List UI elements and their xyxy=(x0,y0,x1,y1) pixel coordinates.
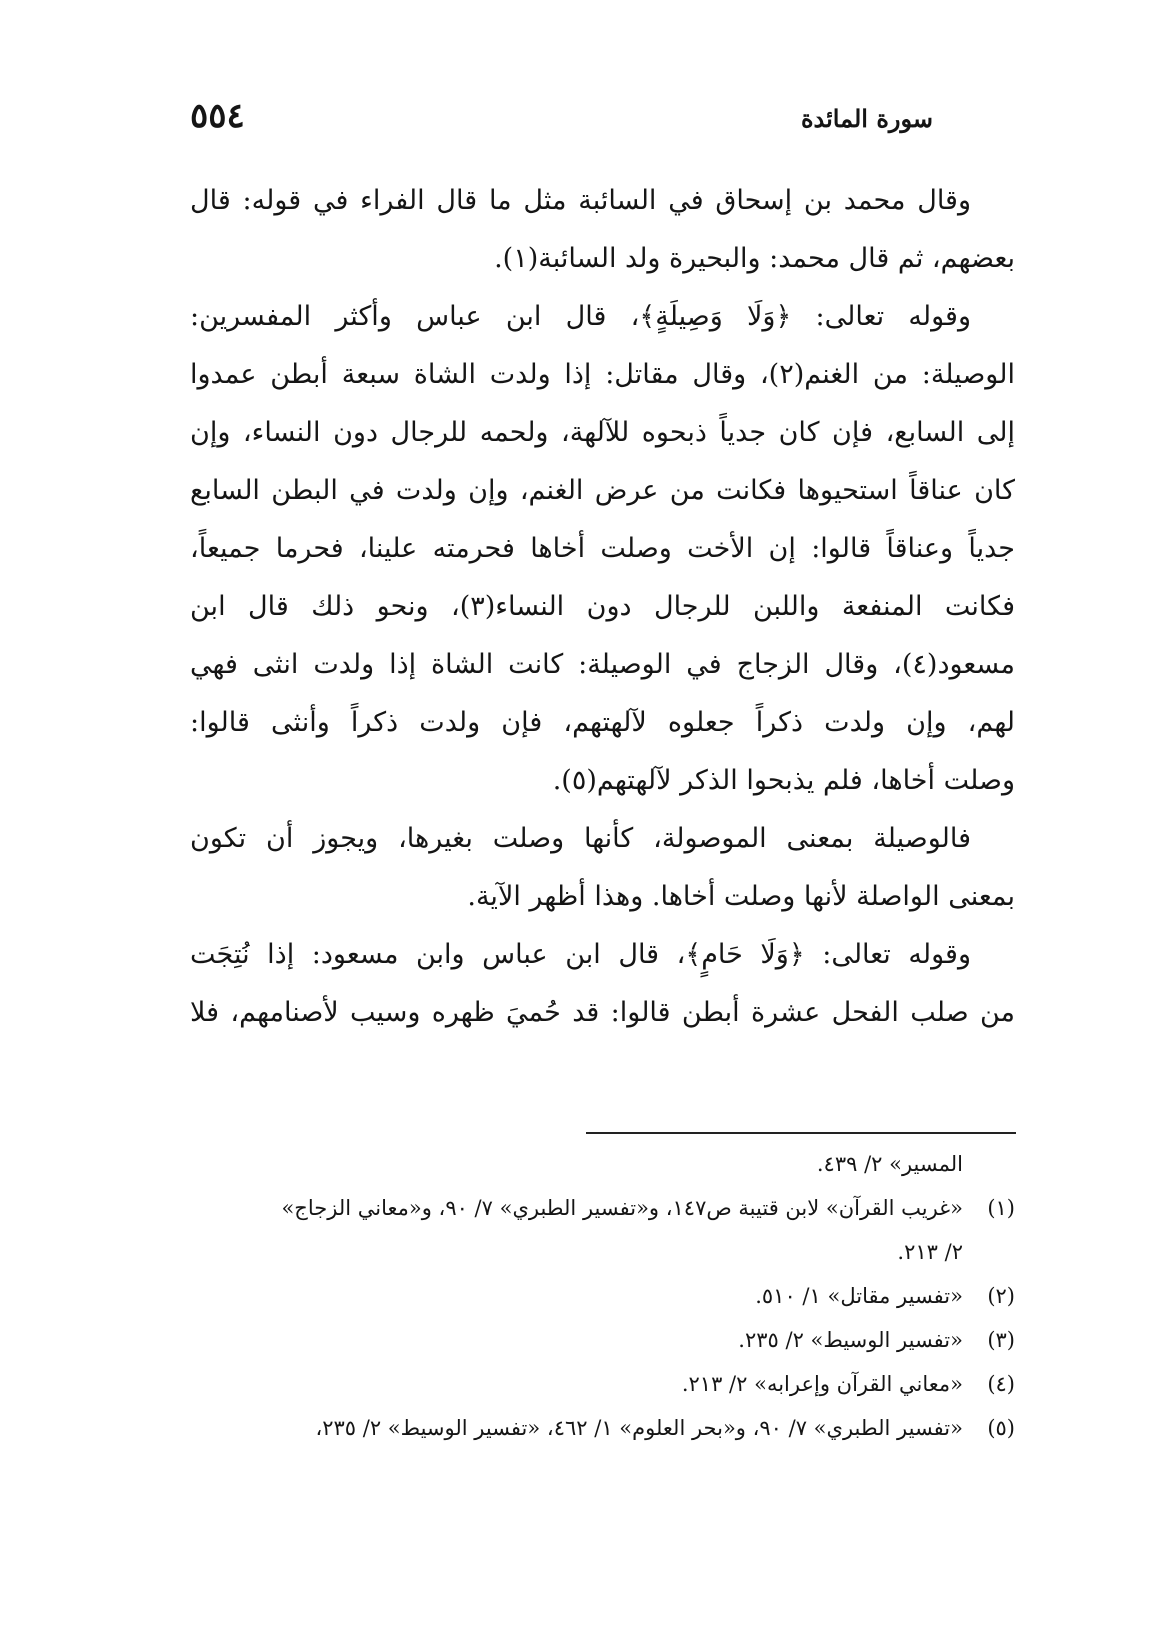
page-header xyxy=(190,96,933,156)
text-line: من صلب الفحل عشرة أبطن قالوا: قد حُميَ ظهره وسيب لأصنامهم، فلا xyxy=(190,997,1015,1028)
text-line: وصلت أخاها، فلم يذبحوا الذكر لآلهتهم(٥). xyxy=(552,765,1015,796)
footnote-number: (٢) xyxy=(987,1284,1015,1308)
footnote-item xyxy=(190,1186,1015,1230)
text-line: وقوله تعالى: ﴿وَلَا حَامٍ﴾، قال ابن عباس وابن مسعود: إذا نُتِجَت xyxy=(190,939,971,970)
text-line: كان عناقاً استحيوها فكانت من عرض الغنم، وإن ولدت في البطن السابع xyxy=(190,475,1015,506)
footnote-number: (٣) xyxy=(987,1328,1015,1352)
footnote-text: «تفسير الطبري» ٧/ ٩٠، و«بحر العلوم» ١/ ٤٦٢، «تفسير الوسيط» ٢/ ٢٣٥، xyxy=(315,1416,963,1440)
footnote-item xyxy=(190,1318,1015,1362)
running-title: سورة المائدة xyxy=(800,104,933,133)
text-line: لهم، وإن ولدت ذكراً جعلوه لآلهتهم، فإن ولدت ذكراً وأنثى قالوا: xyxy=(190,707,1015,738)
text-line: بعضهم، ثم قال محمد: والبحيرة ولد السائبة(١). xyxy=(494,243,1015,274)
footnote-separator xyxy=(586,1132,1016,1134)
footnote-text: «معاني القرآن وإعرابه» ٢/ ٢١٣. xyxy=(681,1372,963,1396)
text-line: فالوصيلة بمعنى الموصولة، كأنها وصلت بغيرها، ويجوز أن تكون xyxy=(190,823,971,854)
main-text xyxy=(190,172,1015,1042)
footnote-number: (٥) xyxy=(987,1416,1015,1440)
text-line: إلى السابع، فإن كان جدياً ذبحوه للآلهة، ولحمه للرجال دون النساء، وإن xyxy=(190,417,1015,448)
text-line: فكانت المنفعة واللبن للرجال دون النساء(٣)، ونحو ذلك قال ابن xyxy=(190,591,1015,622)
text-line: وقال محمد بن إسحاق في السائبة مثل ما قال الفراء في قوله: قال xyxy=(190,185,971,216)
text-line: جدياً وعناقاً قالوا: إن الأخت وصلت أخاها فحرمته علينا، فحرما جميعاً، xyxy=(190,533,1015,564)
text-line: بمعنى الواصلة لأنها وصلت أخاها. وهذا أظهر الآية. xyxy=(467,881,1015,912)
footnote-text: «تفسير الوسيط» ٢/ ٢٣٥. xyxy=(738,1328,963,1352)
text-line: وقوله تعالى: ﴿وَلَا وَصِيلَةٍ﴾، قال ابن عباس وأكثر المفسرين: xyxy=(190,301,971,332)
page-number: ٥٥٤ xyxy=(190,96,245,136)
footnote-number: (٤) xyxy=(987,1372,1015,1396)
footnote-text: «غريب القرآن» لابن قتيبة ص١٤٧، و«تفسير الطبري» ٧/ ٩٠، و«معاني الزجاج» xyxy=(281,1196,963,1220)
text-line: الوصيلة: من الغنم(٢)، وقال مقاتل: إذا ولدت الشاة سبعة أبطن عمدوا xyxy=(190,359,1015,390)
footnote-item xyxy=(190,1406,1015,1450)
footnote-item xyxy=(190,1274,1015,1318)
footnote-item xyxy=(190,1362,1015,1406)
footnote-carryover: المسير» ٢/ ٤٣٩. xyxy=(816,1152,963,1176)
footnotes xyxy=(190,1142,1015,1450)
text-line: مسعود(٤)، وقال الزجاج في الوصيلة: كانت الشاة إذا ولدت انثى فهي xyxy=(190,649,1015,680)
footnote-continuation: ٢/ ٢١٣. xyxy=(897,1240,963,1264)
footnote-number: (١) xyxy=(987,1196,1015,1220)
footnote-text: «تفسير مقاتل» ١/ ٥١٠. xyxy=(755,1284,963,1308)
